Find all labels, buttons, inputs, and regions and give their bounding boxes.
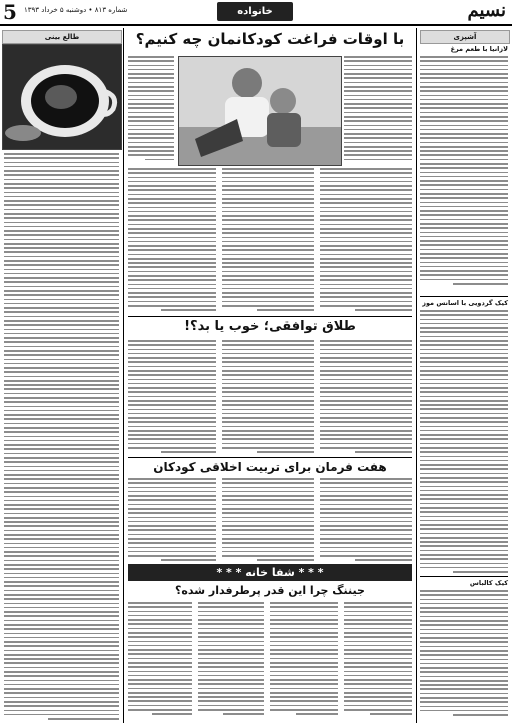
health-text-col4 (128, 602, 192, 718)
article2-headline: طلاق توافقی؛ خوب یا بد؟! (128, 316, 412, 334)
recipe3-text (420, 590, 508, 718)
health-section-banner: * * * شفا خانه * * * (128, 564, 412, 581)
newspaper-logo: نسیم (467, 0, 506, 21)
main-article-text-col3b (128, 168, 216, 314)
issue-date-line: شماره ۸۱۳ • دوشنبه ۵ خرداد ۱۳۹۳ (24, 6, 128, 14)
main-article-text-col1b (320, 168, 412, 314)
main-headline: با اوقات فراغت کودکانمان چه کنیم؟ (135, 30, 405, 48)
main-article-photo (178, 56, 342, 166)
article3-text-col1 (320, 478, 412, 564)
sidebar-title: آشپزی (420, 30, 510, 44)
section-badge: خانواده (217, 2, 293, 21)
article2-text-col3 (128, 340, 216, 456)
recipe1-text (420, 56, 508, 287)
column-divider (123, 28, 124, 723)
health-text-col2 (270, 602, 338, 718)
main-article-text-col3 (128, 56, 174, 163)
horoscope-photo (2, 44, 122, 150)
recipe2-text (420, 310, 508, 575)
main-article-text-col2 (222, 168, 314, 314)
recipe1-title: لازانیا با طعم مرغ (450, 45, 508, 53)
article3-text-col2 (222, 478, 314, 564)
recipe3-title: کیک کالباس (420, 576, 508, 587)
horoscope-text (4, 153, 119, 722)
article2-text-col2 (222, 340, 314, 456)
coffee-cup-image (3, 45, 121, 149)
page-header (0, 0, 512, 26)
recipe2-title: کیک گردویی با اسانس موز (420, 296, 508, 307)
page-number: 5 (3, 0, 17, 24)
health-text-col1 (344, 602, 412, 718)
health-headline: جیننگ چرا این قدر پرطرفدار شده؟ (175, 584, 365, 597)
article3-headline: هفت فرمان برای تربیت اخلاقی کودکان (128, 457, 412, 474)
article2-text-col1 (320, 340, 412, 456)
horoscope-title: طالع بینی (2, 30, 122, 44)
main-article-text-col1a (344, 56, 412, 163)
article3-text-col3 (128, 478, 216, 564)
father-son-laptop-image (179, 57, 341, 165)
column-divider (416, 28, 417, 723)
health-text-col3 (198, 602, 264, 718)
